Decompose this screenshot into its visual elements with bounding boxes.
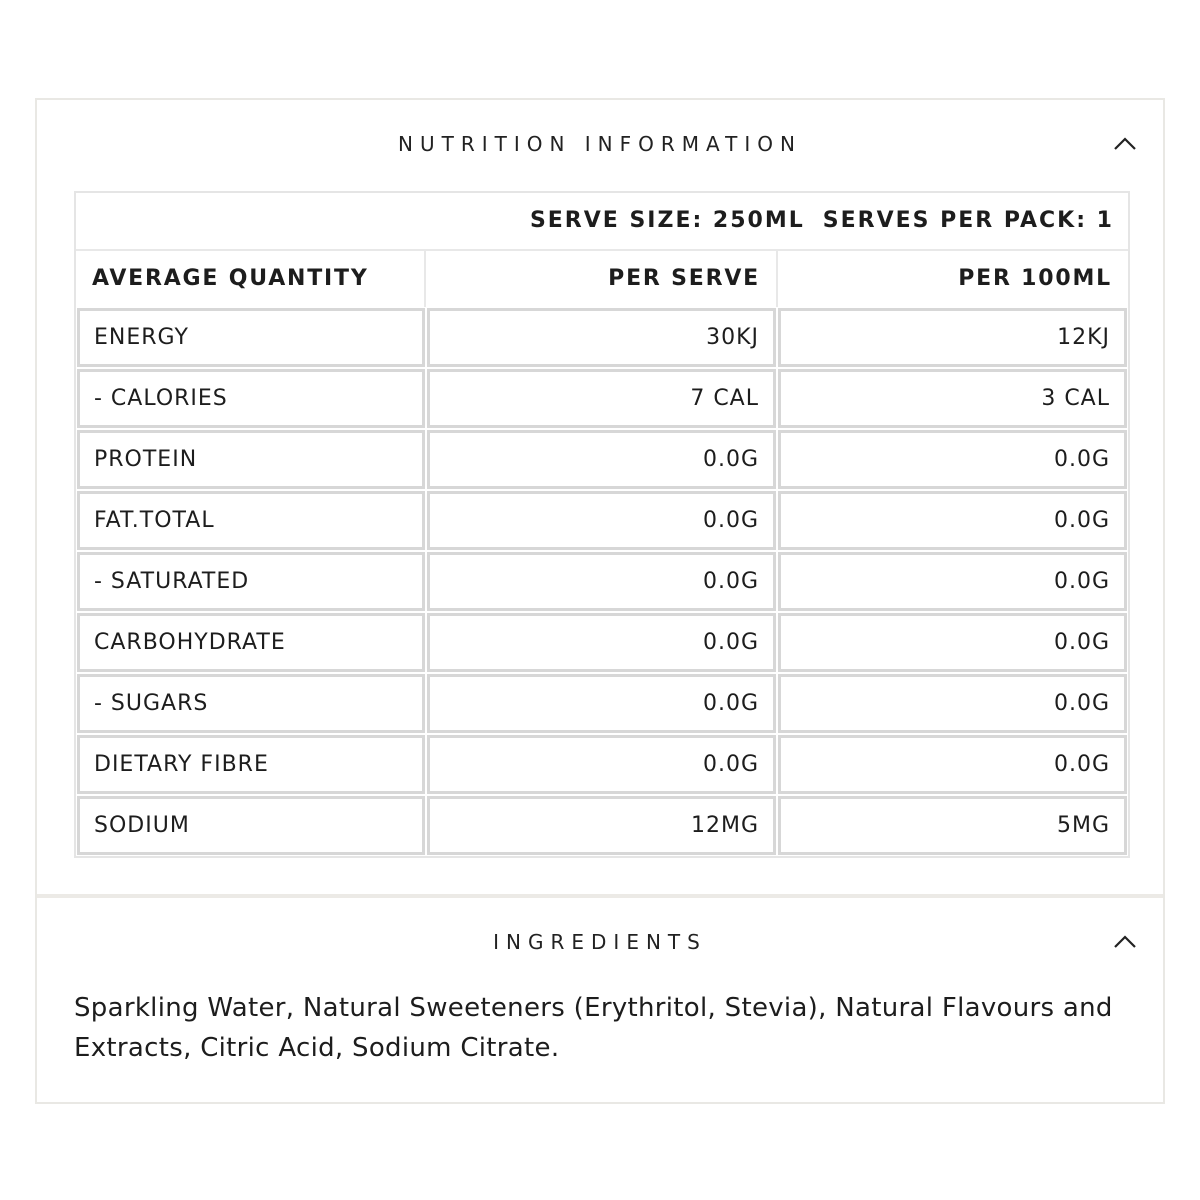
- nutrient-name: - SUGARS: [77, 674, 425, 733]
- column-header-per-serve: PER SERVE: [426, 251, 778, 307]
- per-serve-value: 0.0G: [427, 552, 776, 611]
- table-row: [76, 307, 1128, 368]
- nutrient-name: - SATURATED: [77, 552, 425, 611]
- per-100ml-value: 3 CAL: [778, 369, 1127, 428]
- per-100ml-value: 5MG: [778, 796, 1127, 855]
- table-row: [76, 612, 1128, 673]
- nutrient-name: CARBOHYDRATE: [77, 613, 425, 672]
- serves-per-pack: SERVES PER PACK: 1: [822, 208, 1114, 233]
- ingredients-section-title[interactable]: INGREDIENTS: [493, 930, 707, 954]
- per-serve-value: 12MG: [427, 796, 776, 855]
- nutrient-name: FAT.TOTAL: [77, 491, 425, 550]
- per-serve-value: 0.0G: [427, 613, 776, 672]
- nutrient-name: PROTEIN: [77, 430, 425, 489]
- per-100ml-value: 12KJ: [778, 308, 1127, 367]
- per-100ml-value: 0.0G: [778, 674, 1127, 733]
- table-row: [76, 551, 1128, 612]
- per-serve-value: 30KJ: [427, 308, 776, 367]
- per-100ml-value: 0.0G: [778, 613, 1127, 672]
- product-info-panel: [35, 98, 1165, 1104]
- nutrition-section-title[interactable]: NUTRITION INFORMATION: [398, 132, 802, 156]
- table-row: [76, 490, 1128, 551]
- serve-info-row: [76, 193, 1128, 251]
- ingredients-text: Sparkling Water, Natural Sweeteners (Erythritol, Stevia), Natural Flavours and Extracts, Citric Acid, Sodium Citrate.: [74, 993, 1113, 1063]
- nutrient-name: - CALORIES: [77, 369, 425, 428]
- per-serve-value: 0.0G: [427, 674, 776, 733]
- nutrition-table: [74, 191, 1130, 858]
- per-100ml-value: 0.0G: [778, 552, 1127, 611]
- column-header-per-100ml: PER 100ML: [958, 266, 1112, 291]
- per-serve-value: 0.0G: [427, 491, 776, 550]
- table-header-row: [76, 251, 1128, 307]
- per-100ml-value: 0.0G: [778, 430, 1127, 489]
- nutrient-name: SODIUM: [77, 796, 425, 855]
- per-serve-value: 0.0G: [427, 430, 776, 489]
- serve-size: SERVE SIZE: 250ML: [529, 208, 805, 233]
- chevron-up-icon[interactable]: [1113, 934, 1137, 950]
- per-100ml-value: 0.0G: [778, 735, 1127, 794]
- table-row: [76, 734, 1128, 795]
- table-row: [76, 429, 1128, 490]
- nutrient-name: ENERGY: [77, 308, 425, 367]
- table-row: [76, 368, 1128, 429]
- per-serve-value: 7 CAL: [427, 369, 776, 428]
- per-100ml-value: 0.0G: [778, 491, 1127, 550]
- per-serve-value: 0.0G: [427, 735, 776, 794]
- nutrient-name: DIETARY FIBRE: [77, 735, 425, 794]
- section-divider: [37, 894, 1163, 898]
- table-row: [76, 795, 1128, 856]
- chevron-up-icon[interactable]: [1113, 136, 1137, 152]
- column-header-average-quantity: AVERAGE QUANTITY: [76, 251, 426, 307]
- table-row: [76, 673, 1128, 734]
